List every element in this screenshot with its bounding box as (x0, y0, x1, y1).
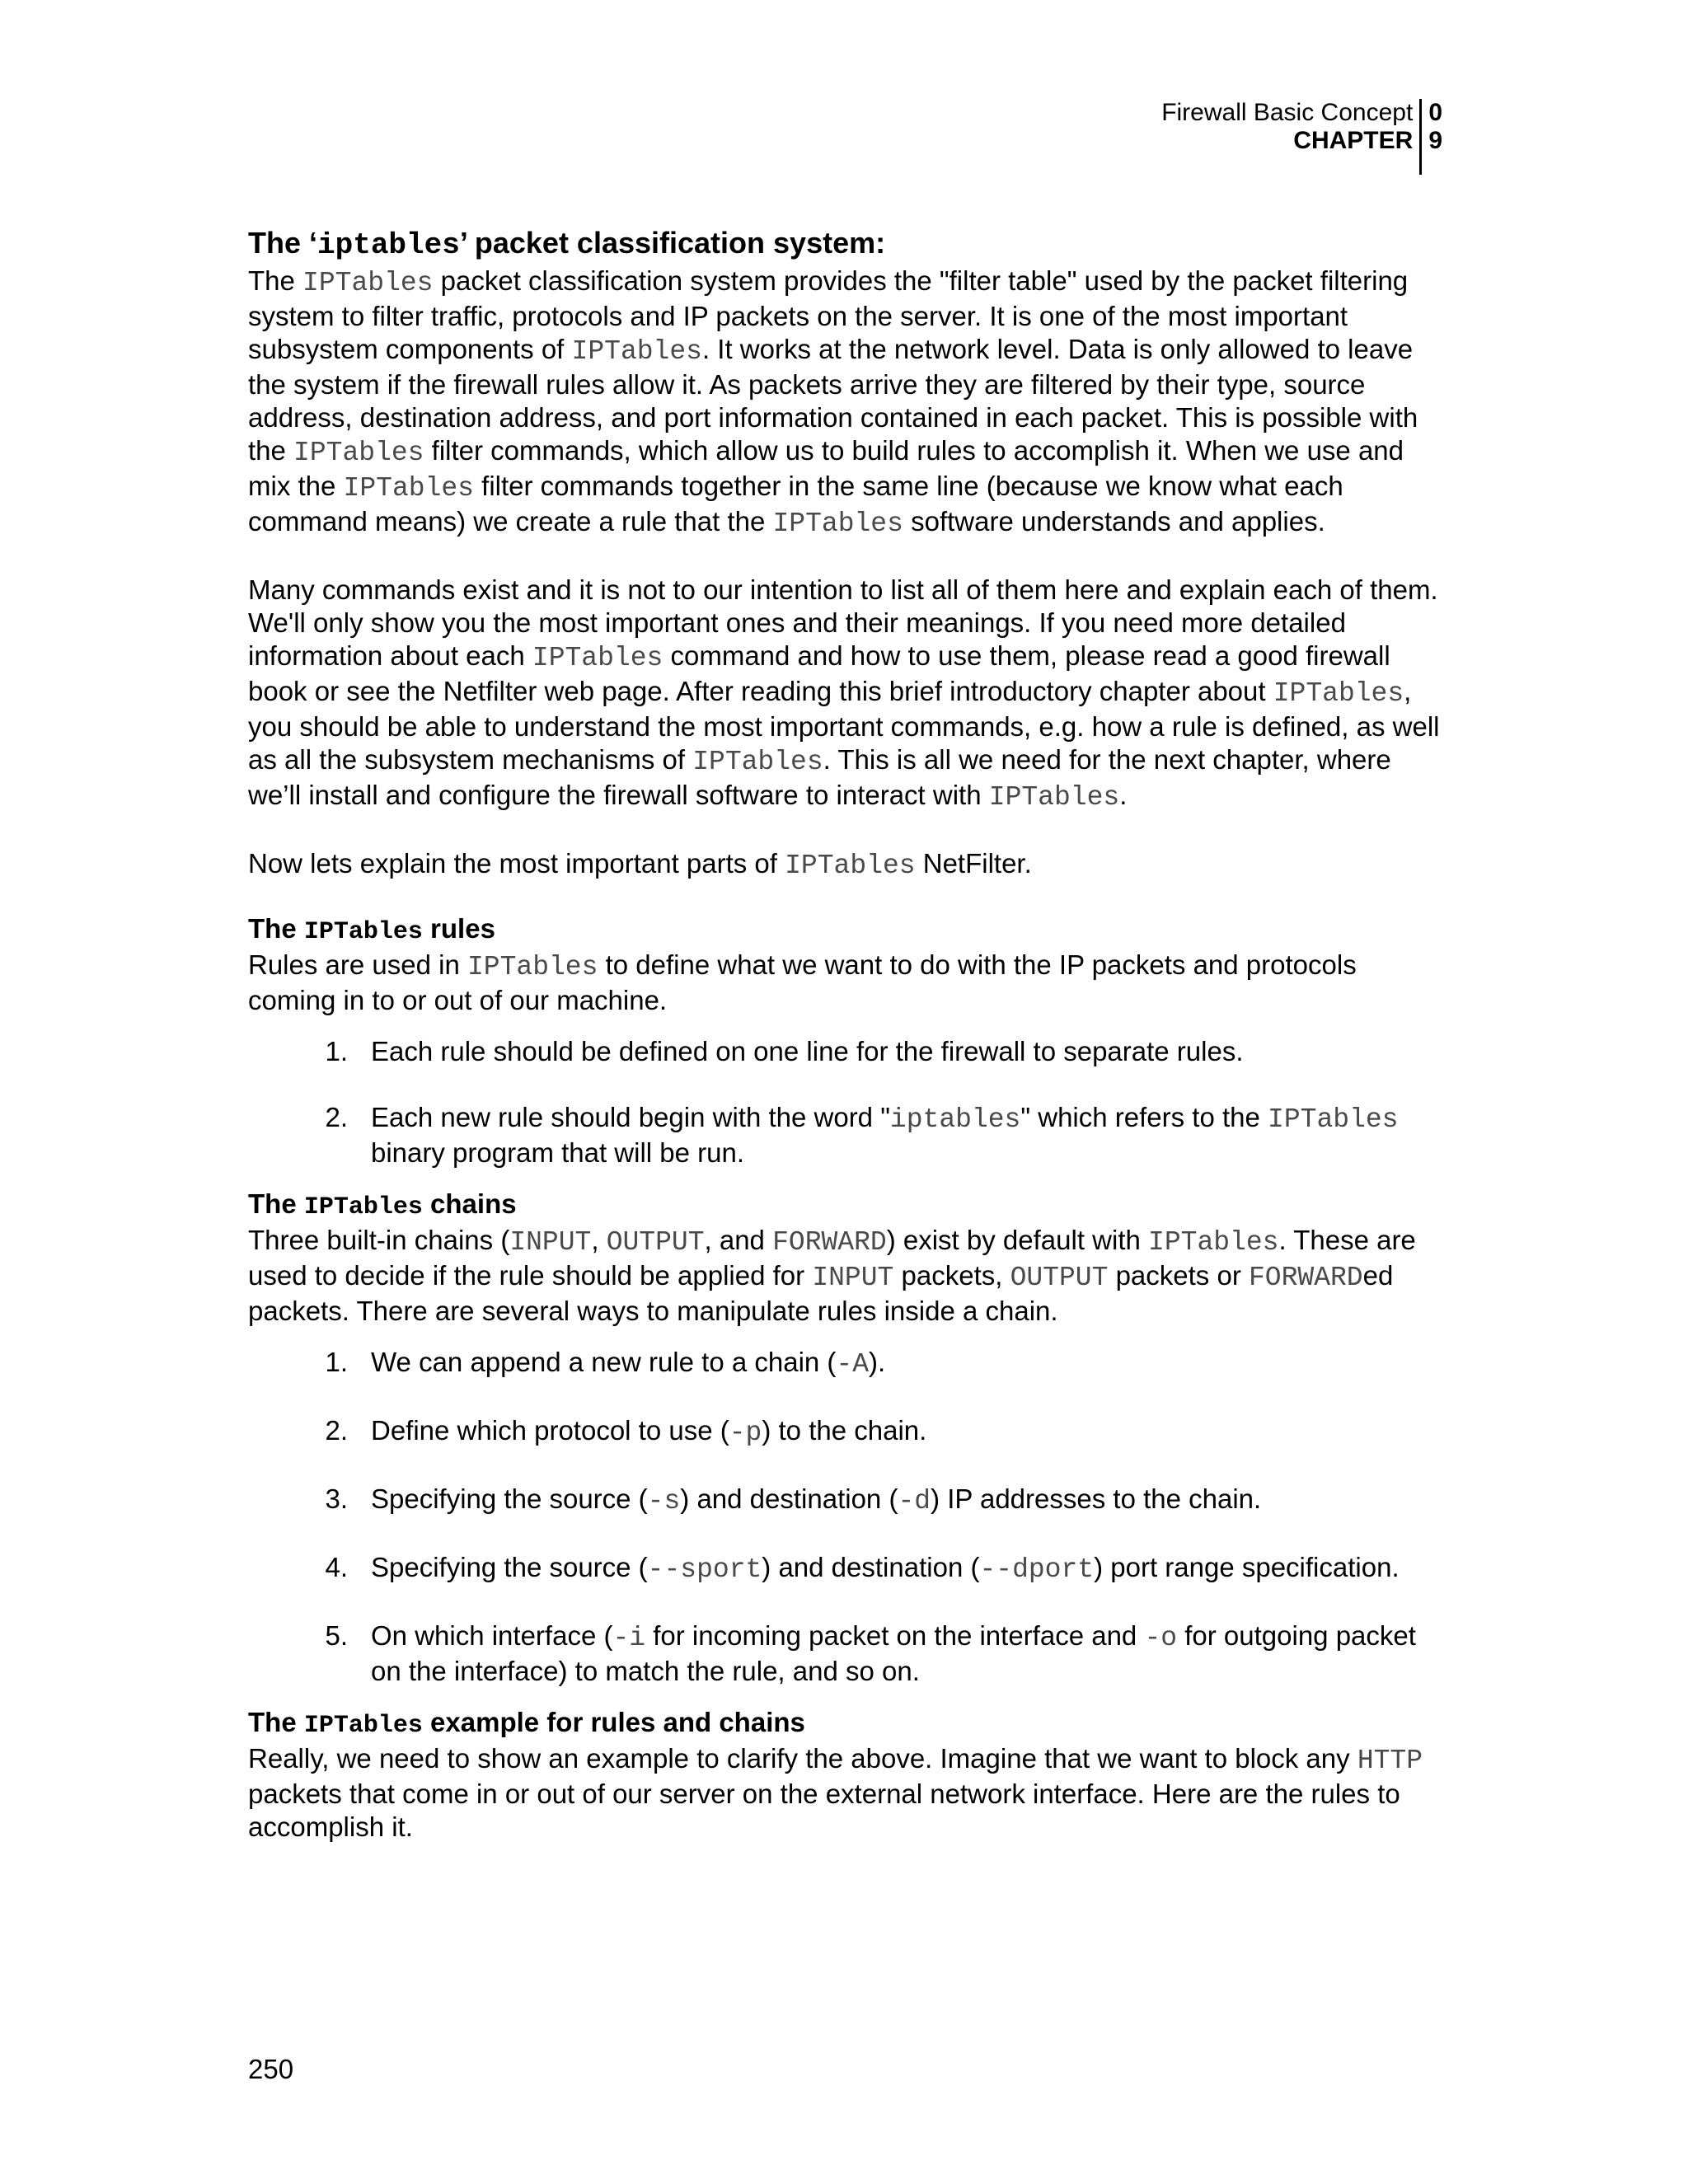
example-paragraph: Really, we need to show an example to clarify the above. Imagine that we want to block any HTTP packets that come in or out of our server on the external network interface. Here are the rules to accomplish it. (248, 1743, 1423, 1842)
chapter-number (1422, 99, 1442, 175)
section-heading: The ‘iptables’ packet classification system: (248, 226, 886, 262)
section-title: Firewall Basic Concept (1161, 99, 1414, 126)
chapter-label: CHAPTER (1293, 127, 1414, 154)
list-item: 5. On which interface (-i for incoming packet on the interface and -o for outgoing packet on the interface) to match the rule, and so on. (325, 1620, 1416, 1686)
chains-heading: The IPTables chains (248, 1188, 517, 1221)
page-number: 250 (248, 2054, 294, 2084)
paragraph-commands: Many commands exist and it is not to our intention to list all of them here and explain each of them. We'll only show you the most important ones and their meanings. If you need more detailed information about each IPTables command and how to use them, please read a good firewall book or see the Netfilter web page. After reading this brief introductory chapter about IPTables, you should be able to understand the most important commands, e.g. how a rule is defined, as well as all the subsystem mechanisms of IPTables. This is all we need for the next chapter, where we’ll install and configure the firewall software to interact with IPTables. (248, 574, 1440, 813)
chapter-digit-2: 9 (1428, 127, 1442, 154)
running-header-text (1161, 99, 1419, 175)
list-item: 1. Each rule should be defined on one line for the firewall to separate rules. (325, 1036, 1244, 1066)
list-item: 1. We can append a new rule to a chain (-A). (325, 1347, 886, 1380)
list-item: 3. Specifying the source (-s) and destination (-d) IP addresses to the chain. (325, 1483, 1262, 1516)
paragraph-intro-parts: Now lets explain the most important parts of IPTables NetFilter. (248, 848, 1032, 881)
chains-intro: Three built-in chains (INPUT, OUTPUT, and FORWARD) exist by default with IPTables. These are used to decide if the rule should be applied for INPUT packets, OUTPUT packets or FORWARDed packets. There are several ways to manipulate rules inside a chain. (248, 1225, 1416, 1326)
list-item: 2. Define which protocol to use (-p) to the chain. (325, 1415, 927, 1448)
running-header (1161, 99, 1442, 175)
rules-intro: Rules are used in IPTables to define what we want to do with the IP packets and protocols coming in to or out of our machine. (248, 949, 1357, 1015)
main-content (248, 224, 1451, 1844)
example-heading: The IPTables example for rules and chains (248, 1707, 805, 1740)
rules-heading: The IPTables rules (248, 913, 495, 946)
chapter-digit-1: 0 (1428, 99, 1442, 126)
list-item: 2. Each new rule should begin with the word "iptables" which refers to the IPTables binary program that will be run. (325, 1102, 1399, 1168)
paragraph-filter-table: The IPTables packet classification system provides the "filter table" used by the packet filtering system to filter traffic, protocols and IP packets on the server. It is one of the most important subsystem components of IPTables. It works at the network level. Data is only allowed to leave the system if the firewall rules allow it. As packets arrive they are filtered by their type, source address, destination address, and port information contained in each packet. This is possible with the IPTables filter commands, which allow us to build rules to accomplish it. When we use and mix the IPTables filter commands together in the same line (because we know what each command means) we create a rule that the IPTables software understands and applies. (248, 265, 1418, 539)
heading-code: iptables (317, 228, 460, 262)
list-item: 4. Specifying the source (--sport) and destination (--dport) port range specification. (325, 1552, 1400, 1585)
chains-list (248, 1346, 1451, 1688)
rules-list (248, 1035, 1451, 1169)
